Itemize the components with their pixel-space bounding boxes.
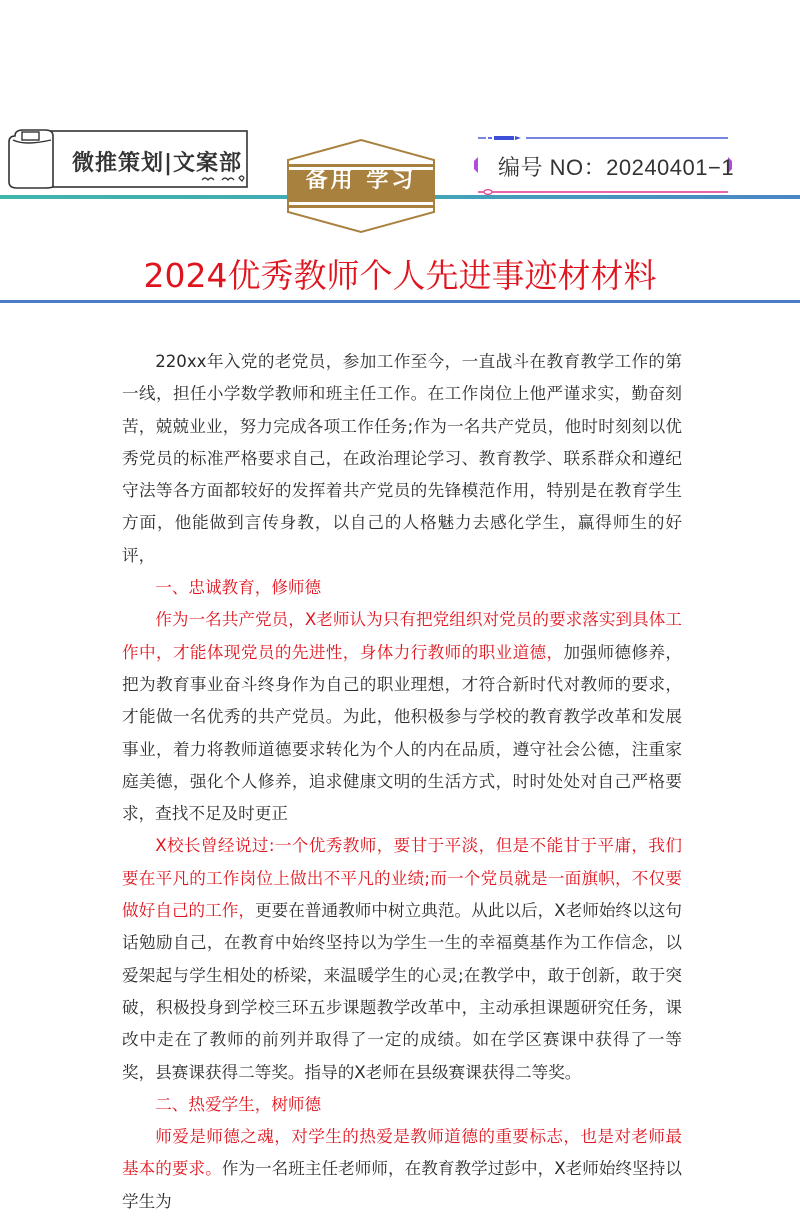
section-heading-text: 二、热爱学生，树师德 [155,1094,322,1114]
highlighted-text: 师爱是师德之魂，对学生的热爱是教师道德的重要标志，也是对老师最基本的要求。 [122,1127,682,1179]
title-rule [0,300,800,303]
badge-label: 备用 学习 [305,168,417,193]
paragraph-section-1a [122,604,682,830]
paragraph-section-1b [122,830,682,1088]
paragraph-text: 加强师德修养，把为教育事业奋斗终身作为自己的职业理想，才符合新时代对教师的要求，才能做一名优秀的共产党员。为此，他积极参与学校的教育教学改革和发展事业，着力将教师道德要求转化为个人的内在品质，遵守社会公德，注重家庭美德，强化个人修养，追求健康文明的生活方式，时时处处对自己严格要求，查找不足及时更正 [122,642,683,824]
highlighted-text: 作为一名共产党员，X老师认为只有把党组织对党员的要求落实到具体工作中，才能体现党员的先进性，身体力行教师的职业道德， [122,610,682,662]
highlighted-text: X校长曾经说过:一个优秀教师，要甘于平淡，但是不能甘于平庸，我们要在平凡的工作岗位上做出不平凡的业绩;而一个党员就是一面旗帜，不仅要做好自己的工作， [122,836,682,921]
section-heading-1 [122,572,682,604]
paragraph-section-2a [122,1121,682,1218]
paragraph-intro [122,346,682,572]
department-label: 微推策划|文案部 [72,151,243,176]
paragraph-text: 作为一名班主任老师师，在教育教学过彭中，X老师始终坚持以学生为 [122,1159,682,1211]
paragraph-text: 更要在普通教师中树立典范。从此以后，X老师始终以这句话勉励自己，在教育中始终坚持以为学生一生的幸福奠基作为工作信念，以爱架起与学生相处的桥梁，来温暖学生的心灵;在教学中，敢于创新，敢于突破，积极投身到学校三环五步课题教学改革中，主动承担课题研究任务，课改中走在了教师的前列并取得了一定的成绩。如在学区赛课中获得了一等奖，县赛课获得二等奖。指导的X老师在县级赛课获得二等奖。 [122,901,682,1082]
paragraph-text: 220xx年入党的老党员，参加工作至今，一直战斗在教育教学工作的第一线，担任小学数学教师和班主任工作。在工作岗位上他严谨求实，勤奋刻苦，兢兢业业，努力完成各项工作任务;作为一名共产党员，他时时刻刻以优秀党员的标准严格要求自己，在政治理论学习、教育教学、联系群众和遵纪守法等各方面都较好的发挥着共产党员的先锋模范作用，特别是在教育学生方面，他能做到言传身教，以自己的人格魅力去感化学生，赢得师生的好评， [122,352,682,565]
section-heading-text: 一、忠诚教育，修师德 [155,578,322,598]
document-title: 2024优秀教师个人先进事迹材材料 [143,256,657,295]
section-heading-2 [122,1089,682,1121]
document-body [122,346,682,1218]
serial-number-label: 编号 NO：20240401−1 [498,155,735,180]
